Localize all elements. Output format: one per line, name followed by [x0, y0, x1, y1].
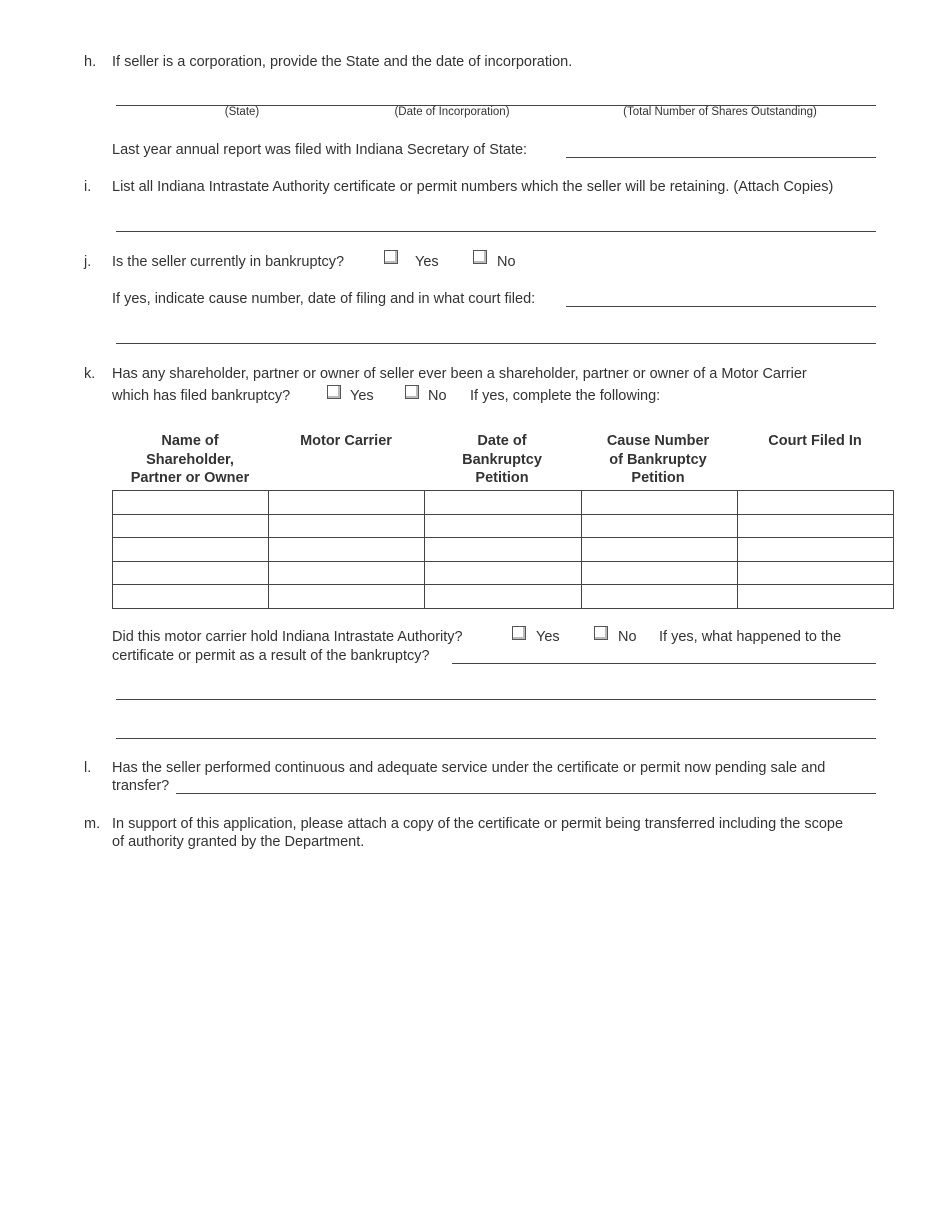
caption-state: (State)	[224, 106, 260, 118]
table-cell[interactable]	[425, 491, 581, 515]
table-cell[interactable]	[425, 514, 581, 538]
shareholder-bankruptcy-no-checkbox[interactable]	[405, 385, 419, 399]
table-cell[interactable]	[269, 561, 425, 585]
authority-followup: If yes, what happened to the	[659, 629, 842, 645]
question-l-line2: transfer?	[112, 778, 170, 794]
item-letter-k: k.	[84, 366, 96, 382]
table-cell[interactable]	[737, 514, 893, 538]
table-cell[interactable]	[269, 585, 425, 609]
header-motor-carrier: Motor Carrier	[300, 433, 392, 449]
shareholder-bankruptcy-no-label: No	[428, 388, 447, 404]
table-row	[113, 561, 894, 585]
header-date-of-bankruptcy-petition: Date of Bankruptcy Petition	[462, 433, 542, 486]
table-cell[interactable]	[425, 538, 581, 562]
table-cell[interactable]	[113, 561, 269, 585]
table-cell[interactable]	[425, 561, 581, 585]
table-row	[113, 514, 894, 538]
question-l-line1: Has the seller performed continuous and adequate service under the certificate or permit now pending sale and	[112, 760, 826, 776]
table-cell[interactable]	[113, 585, 269, 609]
table-cell[interactable]	[581, 585, 737, 609]
question-m-line2: of authority granted by the Department.	[112, 834, 365, 850]
question-m-line1: In support of this application, please attach a copy of the certificate or permit being transferred including the scope	[112, 816, 844, 832]
authority-outcome-field[interactable]	[452, 663, 876, 664]
bankruptcy-no-checkbox[interactable]	[473, 250, 487, 264]
table-cell[interactable]	[737, 585, 893, 609]
shareholder-bankruptcy-yes-checkbox[interactable]	[327, 385, 341, 399]
table-cell[interactable]	[269, 538, 425, 562]
table-cell[interactable]	[737, 491, 893, 515]
authority-no-checkbox[interactable]	[594, 626, 608, 640]
table-cell[interactable]	[269, 491, 425, 515]
item-letter-h: h.	[84, 54, 97, 70]
authority-question: Did this motor carrier hold Indiana Intrastate Authority?	[112, 629, 463, 645]
table-row	[113, 538, 894, 562]
shareholder-bankruptcy-yes-label: Yes	[350, 388, 374, 404]
authority-outcome-field-2[interactable]	[116, 699, 876, 700]
caption-total-shares: (Total Number of Shares Outstanding)	[623, 106, 817, 118]
header-name-of-shareholder: Name of Shareholder, Partner or Owner	[130, 433, 250, 486]
bankruptcy-details-field-2[interactable]	[116, 343, 876, 344]
caption-date-of-incorporation: (Date of Incorporation)	[394, 106, 510, 118]
retained-permits-field[interactable]	[116, 231, 876, 232]
table-cell[interactable]	[581, 538, 737, 562]
authority-line2: certificate or permit as a result of the bankruptcy?	[112, 648, 430, 664]
table-cell[interactable]	[581, 561, 737, 585]
bankruptcy-followup-label: If yes, indicate cause number, date of filing and in what court filed:	[112, 291, 536, 307]
table-cell[interactable]	[269, 514, 425, 538]
annual-report-label: Last year annual report was filed with Indiana Secretary of State:	[112, 142, 528, 158]
question-k-line1: Has any shareholder, partner or owner of seller ever been a shareholder, partner or owner of a Motor Carrier	[112, 366, 807, 382]
authority-yes-checkbox[interactable]	[512, 626, 526, 640]
question-k-line2: which has filed bankruptcy?	[112, 388, 291, 404]
question-i: List all Indiana Intrastate Authority certificate or permit numbers which the seller will be retaining. (Attach Copies)	[112, 179, 834, 195]
table-row	[113, 585, 894, 609]
bankruptcy-details-field[interactable]	[566, 306, 876, 307]
item-letter-i: i.	[84, 179, 92, 195]
table-cell[interactable]	[581, 514, 737, 538]
table-cell[interactable]	[113, 514, 269, 538]
authority-yes-label: Yes	[536, 629, 560, 645]
table-cell[interactable]	[581, 491, 737, 515]
service-answer-field[interactable]	[176, 793, 876, 794]
item-letter-l: l.	[84, 760, 92, 776]
bankruptcy-yes-checkbox[interactable]	[384, 250, 398, 264]
annual-report-field[interactable]	[566, 157, 876, 158]
table-row	[113, 491, 894, 515]
header-court-filed-in: Court Filed In	[768, 433, 862, 449]
authority-outcome-field-3[interactable]	[116, 738, 876, 739]
item-letter-m: m.	[84, 816, 101, 832]
question-h: If seller is a corporation, provide the State and the date of incorporation.	[112, 54, 573, 70]
table-cell[interactable]	[113, 491, 269, 515]
header-cause-number: Cause Number of Bankruptcy Petition	[606, 433, 710, 486]
authority-no-label: No	[618, 629, 637, 645]
bankruptcy-no-label: No	[497, 254, 516, 270]
table-cell[interactable]	[425, 585, 581, 609]
bankruptcy-yes-label: Yes	[415, 254, 439, 270]
table-cell[interactable]	[737, 561, 893, 585]
bankruptcy-table	[112, 490, 894, 609]
item-letter-j: j.	[84, 254, 92, 270]
table-cell[interactable]	[737, 538, 893, 562]
table-cell[interactable]	[113, 538, 269, 562]
question-j: Is the seller currently in bankruptcy?	[112, 254, 345, 270]
shareholder-bankruptcy-followup: If yes, complete the following:	[470, 388, 661, 404]
